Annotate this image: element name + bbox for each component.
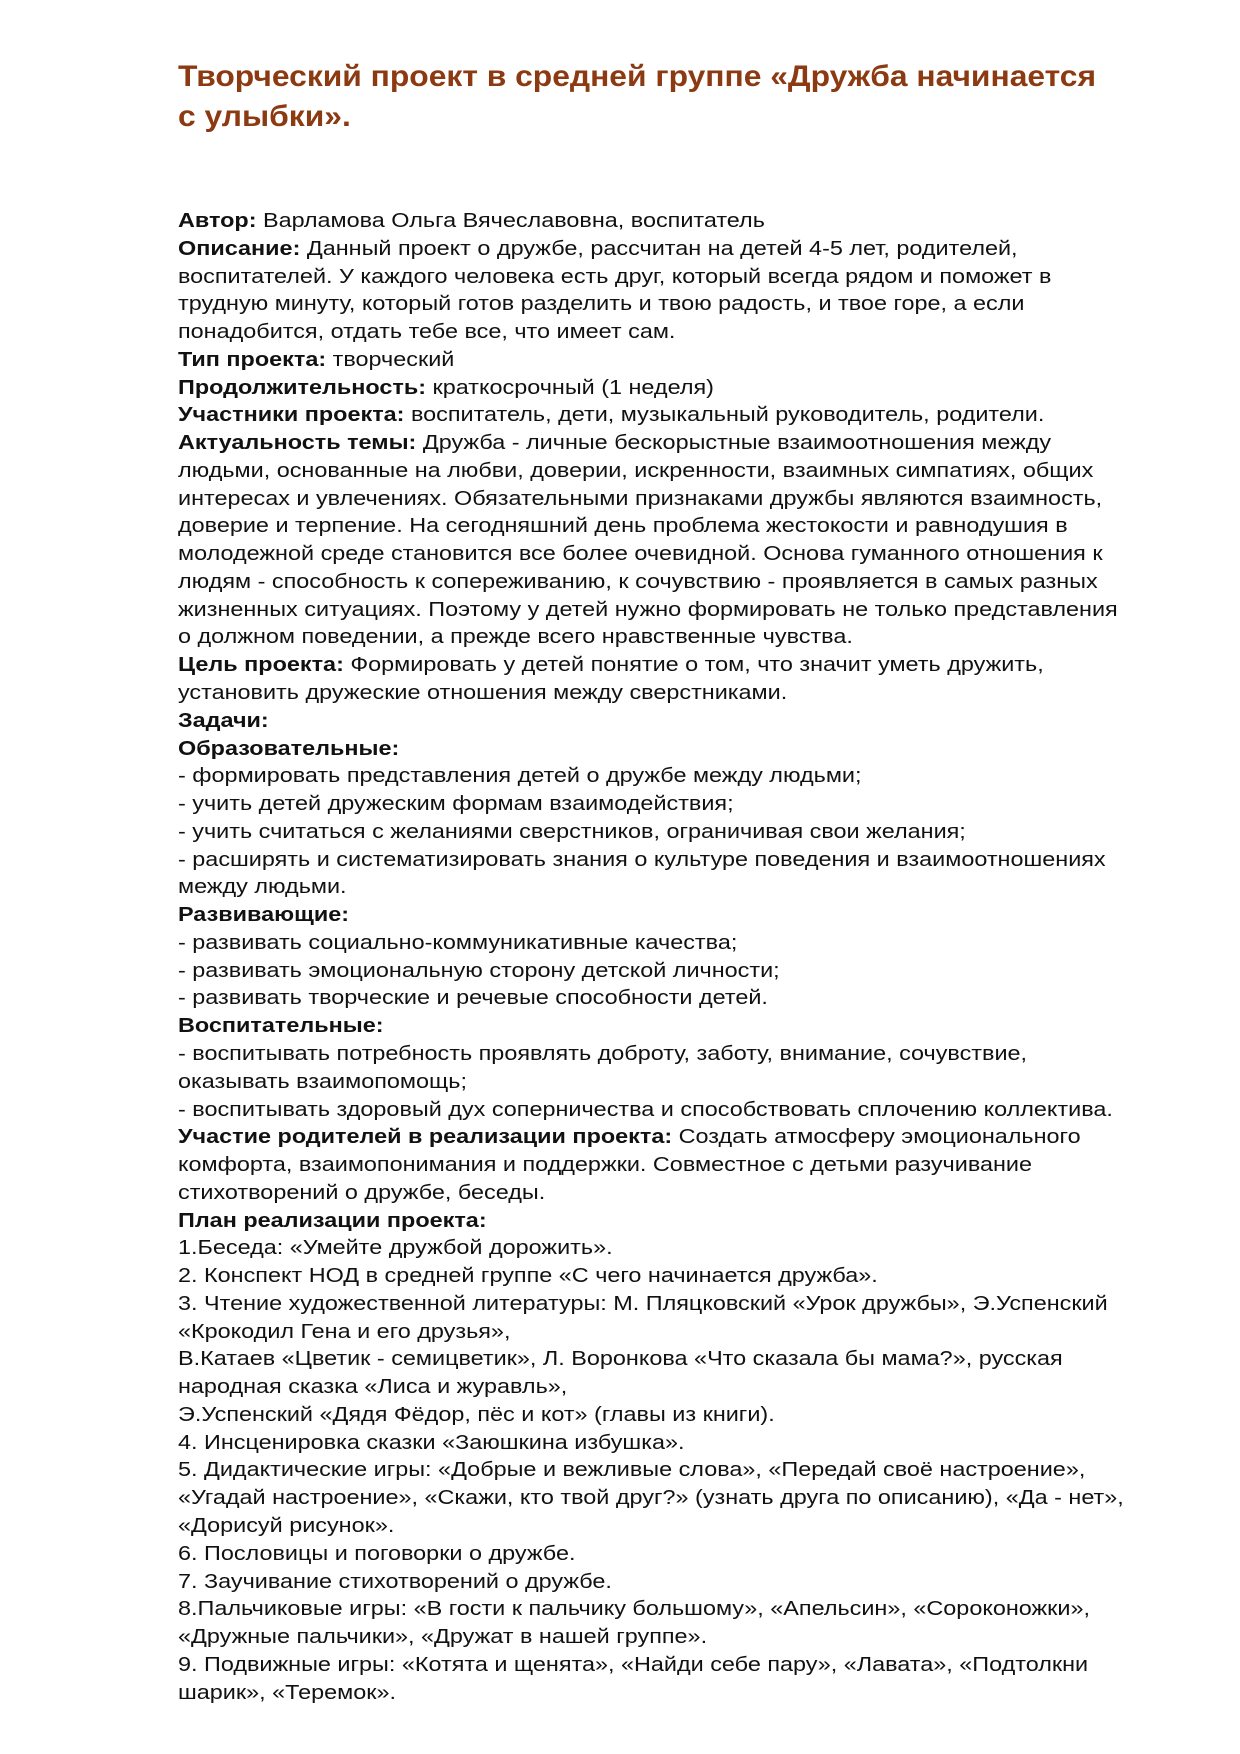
text-line (178, 1596, 1124, 1624)
line-text: доверие и терпение. На сегодняшний день проблема жестокости и равнодушия в (178, 515, 1068, 538)
text-line (178, 1680, 1124, 1708)
text-line (178, 1180, 1124, 1208)
line-text: 2. Конспект НОД в средней группе «С чего начинается дружба». (178, 1265, 878, 1288)
section-line (178, 208, 1124, 236)
text-line (178, 1319, 1124, 1347)
section-label: Участие родителей в реализации проекта: (178, 1126, 673, 1149)
line-text: 3. Чтение художественной литературы: М. Пляцковский «Урок дружбы», Э.Успенский (178, 1292, 1108, 1315)
line-text: 5. Дидактические игры: «Добрые и вежливые слова», «Передай своё настроение», (178, 1459, 1086, 1482)
section-label: Цель проекта: (178, 654, 344, 677)
text-line (178, 791, 1124, 819)
title-line: Творческий проект в средней группе «Дружба начинается (178, 60, 1097, 93)
line-text: людьми, основанные на любви, доверии, искренности, взаимных симпатиях, общих (178, 459, 1094, 482)
text-line (178, 486, 1124, 514)
line-text: 1.Беседа: «Умейте дружбой дорожить». (178, 1237, 613, 1260)
line-text: «Дружные пальчики», «Дружат в нашей группе». (178, 1626, 708, 1649)
line-text: Э.Успенский «Дядя Фёдор, пёс и кот» (главы из книги). (178, 1403, 775, 1426)
section-line (178, 375, 1124, 403)
text-line (178, 597, 1124, 625)
line-text: Создать атмосферу эмоционального (672, 1126, 1081, 1149)
text-line (178, 1235, 1124, 1263)
line-text: о должном поведении, а прежде всего нравственные чувства. (178, 626, 853, 649)
section-line (178, 1124, 1124, 1152)
line-text: - расширять и систематизировать знания о культуре поведения и взаимоотношениях (178, 848, 1106, 871)
document-title (178, 57, 1096, 137)
text-line (178, 1152, 1124, 1180)
line-text: Формировать у детей понятие о том, что значит уметь дружить, (343, 654, 1044, 677)
section-label: Продолжительность: (178, 376, 427, 399)
text-line (178, 819, 1124, 847)
text-line (178, 958, 1124, 986)
text-line (178, 763, 1124, 791)
line-text: - развивать социально-коммуникативные качества; (178, 931, 738, 954)
text-line (178, 513, 1124, 541)
line-text: «Дорисуй рисунок». (178, 1514, 395, 1537)
text-line (178, 458, 1124, 486)
text-line (178, 569, 1124, 597)
section-line (178, 430, 1124, 458)
line-text: - воспитывать здоровый дух соперничества и способствовать сплочению коллектива. (178, 1098, 1113, 1121)
line-text: воспитатель, дети, музыкальный руководитель, родители. (404, 404, 1045, 427)
text-line (178, 1041, 1124, 1069)
section-line (178, 347, 1124, 375)
text-line (178, 874, 1124, 902)
line-text: - учить детей дружеским формам взаимодействия; (178, 793, 734, 816)
line-text: понадобится, отдать тебе все, что имеет сам. (178, 321, 676, 344)
line-text: «Угадай настроение», «Скажи, кто твой друг?» (узнать друга по описанию), «Да - нет», (178, 1487, 1124, 1510)
section-label: Тип проекта: (178, 348, 327, 371)
line-text: людям - способность к сопереживанию, к сочувствию - проявляется в самых разных (178, 570, 1098, 593)
text-line (178, 1263, 1124, 1291)
section-line (178, 902, 1124, 930)
line-text: 8.Пальчиковые игры: «В гости к пальчику большому», «Апельсин», «Сороконожки», (178, 1598, 1090, 1621)
line-text: молодежной среде становится все более очевидной. Основа гуманного отношения к (178, 543, 1103, 566)
text-line (178, 1291, 1124, 1319)
line-text: стихотворений о дружбе, беседы. (178, 1181, 546, 1204)
text-line (178, 541, 1124, 569)
text-line (178, 1402, 1124, 1430)
line-text: установить дружеские отношения между сверстниками. (178, 682, 788, 705)
line-text: комфорта, взаимопонимания и поддержки. Совместное с детьми разучивание (178, 1154, 1033, 1177)
text-line (178, 291, 1124, 319)
line-text: Данный проект о дружбе, рассчитан на детей 4-5 лет, родителей, (300, 237, 1018, 260)
line-text: - развивать эмоциональную сторону детской личности; (178, 959, 780, 982)
line-text: краткосрочный (1 неделя) (426, 376, 714, 399)
line-text: оказывать взаимопомощь; (178, 1070, 467, 1093)
line-text: 9. Подвижные игры: «Котята и щенята», «Найди себе пару», «Лавата», «Подтолкни (178, 1653, 1089, 1676)
section-label: Описание: (178, 237, 301, 260)
line-text: шарик», «Теремок». (178, 1681, 397, 1704)
line-text: - воспитывать потребность проявлять доброту, заботу, внимание, сочувствие, (178, 1042, 1028, 1065)
line-text: 6. Пословицы и поговорки о дружбе. (178, 1542, 576, 1565)
line-text: - развивать творческие и речевые способности детей. (178, 987, 768, 1010)
section-label: Участники проекта: (178, 404, 405, 427)
line-text: Варламова Ольга Вячеславовна, воспитатель (256, 210, 765, 232)
section-label: Автор: (178, 210, 257, 232)
line-text: 4. Инсценировка сказки «Заюшкина избушка». (178, 1431, 685, 1454)
line-text: 7. Заучивание стихотворений о дружбе. (178, 1570, 612, 1593)
line-text: - формировать представления детей о дружбе между людьми; (178, 765, 862, 788)
section-label: Развивающие: (178, 904, 350, 927)
document-body (178, 208, 1124, 1707)
line-text: трудную минуту, который готов разделить и твою радость, и твое горе, а если (178, 293, 1025, 316)
text-line (178, 1346, 1124, 1374)
line-text: между людьми. (178, 876, 347, 899)
text-line (178, 680, 1124, 708)
text-line (178, 1652, 1124, 1680)
line-text: творческий (326, 348, 455, 371)
section-line (178, 708, 1124, 736)
text-line (178, 1485, 1124, 1513)
line-text: В.Катаев «Цветик - семицветик», Л. Воронкова «Что сказала бы мама?», русская (178, 1348, 1063, 1371)
section-line (178, 652, 1124, 680)
text-line (178, 985, 1124, 1013)
section-line (178, 1208, 1124, 1236)
title-line: с улыбки». (178, 100, 351, 133)
text-line (178, 624, 1124, 652)
section-label: План реализации проекта: (178, 1209, 487, 1232)
line-text: «Крокодил Гена и его друзья», (178, 1320, 511, 1343)
text-line (178, 847, 1124, 875)
text-line (178, 1541, 1124, 1569)
text-line (178, 1374, 1124, 1402)
text-line (178, 1097, 1124, 1125)
text-line (178, 1624, 1124, 1652)
section-label: Воспитательные: (178, 1015, 384, 1038)
text-line (178, 930, 1124, 958)
text-line (178, 1430, 1124, 1458)
section-line (178, 402, 1124, 430)
line-text: воспитателей. У каждого человека есть друг, который всегда рядом и поможет в (178, 265, 1052, 288)
line-text: народная сказка «Лиса и журавль», (178, 1376, 568, 1399)
text-line (178, 1513, 1124, 1541)
line-text: Дружба - личные бескорыстные взаимоотношения между (416, 432, 1052, 455)
section-label: Образовательные: (178, 737, 400, 760)
section-line (178, 236, 1124, 264)
section-line (178, 736, 1124, 764)
text-line (178, 1069, 1124, 1097)
text-line (178, 264, 1124, 292)
line-text: интересах и увлечениях. Обязательными признаками дружбы являются взаимность, (178, 487, 1103, 510)
text-line (178, 1569, 1124, 1597)
section-label: Задачи: (178, 709, 269, 732)
line-text: - учить считаться с желаниями сверстников, ограничивая свои желания; (178, 820, 966, 843)
text-line (178, 1457, 1124, 1485)
section-label: Актуальность темы: (178, 432, 417, 455)
section-line (178, 1013, 1124, 1041)
line-text: жизненных ситуациях. Поэтому у детей нужно формировать не только представления (178, 598, 1118, 621)
text-line (178, 319, 1124, 347)
